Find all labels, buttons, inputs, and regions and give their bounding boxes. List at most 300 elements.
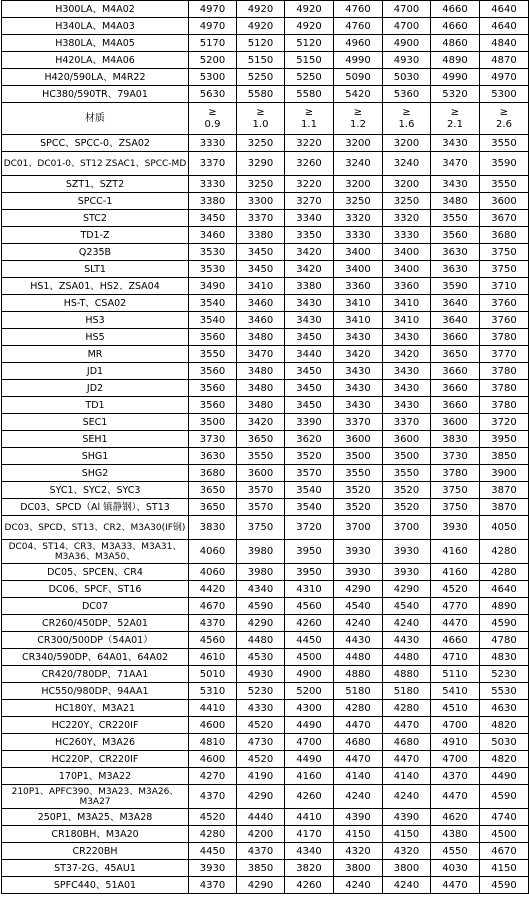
- price-cell: 5090: [334, 69, 383, 86]
- table-row: [2, 649, 529, 666]
- table-row: [2, 1, 529, 18]
- table-row: [2, 809, 529, 826]
- price-cell: 4270: [189, 768, 237, 785]
- price-cell: 4490: [480, 768, 529, 785]
- table-row: [2, 465, 529, 482]
- price-cell: 5530: [480, 683, 529, 700]
- price-cell: 4660: [431, 18, 480, 35]
- price-cell: 3650: [189, 482, 237, 499]
- price-cell: 4920: [237, 18, 285, 35]
- table-row: [2, 135, 529, 152]
- price-table: [1, 0, 529, 894]
- header-thickness: 1.6: [398, 118, 415, 130]
- price-cell: 4520: [431, 581, 480, 598]
- price-cell: 4550: [431, 843, 480, 860]
- price-cell: 5630: [189, 86, 237, 103]
- price-cell: 3450: [285, 329, 334, 346]
- price-cell: 5420: [334, 86, 383, 103]
- price-cell: 3750: [431, 499, 480, 516]
- price-cell: 3430: [383, 380, 431, 397]
- price-cell: 5580: [285, 86, 334, 103]
- table-row: [2, 683, 529, 700]
- price-cell: 4330: [237, 700, 285, 717]
- price-cell: 3380: [285, 278, 334, 295]
- price-cell: 3830: [189, 516, 237, 540]
- material-cell: TD1-Z: [2, 227, 189, 244]
- price-cell: 3590: [480, 152, 529, 176]
- price-cell: 5300: [189, 69, 237, 86]
- price-cell: 3780: [431, 465, 480, 482]
- table-row: [2, 244, 529, 261]
- price-cell: 4810: [189, 734, 237, 751]
- price-cell: 4260: [285, 615, 334, 632]
- price-cell: 4390: [334, 809, 383, 826]
- price-cell: 3870: [480, 482, 529, 499]
- price-cell: 3930: [189, 860, 237, 877]
- price-cell: 4050: [480, 516, 529, 540]
- material-cell: JD1: [2, 363, 189, 380]
- price-cell: 4260: [285, 785, 334, 809]
- header-thickness: 1.1: [301, 118, 317, 130]
- price-cell: 4900: [285, 666, 334, 683]
- price-cell: 3540: [189, 312, 237, 329]
- price-cell: 4930: [237, 666, 285, 683]
- price-cell: 3260: [285, 152, 334, 176]
- header-row: [2, 103, 529, 135]
- price-cell: 3450: [237, 244, 285, 261]
- price-cell: 3930: [431, 516, 480, 540]
- material-cell: DC07: [2, 598, 189, 615]
- table-row: [2, 482, 529, 499]
- price-cell: 3250: [383, 193, 431, 210]
- price-cell: 4870: [480, 52, 529, 69]
- material-cell: SZT1、SZT2: [2, 176, 189, 193]
- price-cell: 3500: [383, 448, 431, 465]
- table-row: [2, 414, 529, 431]
- price-cell: 4660: [431, 632, 480, 649]
- price-cell: 3650: [237, 431, 285, 448]
- price-cell: 3980: [237, 540, 285, 564]
- price-cell: 3550: [480, 135, 529, 152]
- price-cell: 3660: [431, 329, 480, 346]
- price-cell: 3780: [480, 397, 529, 414]
- price-cell: 3200: [334, 135, 383, 152]
- price-cell: 4140: [383, 768, 431, 785]
- material-cell: 250P1、M3A25、M3A28: [2, 809, 189, 826]
- price-cell: 4480: [383, 649, 431, 666]
- price-cell: 3430: [334, 380, 383, 397]
- price-cell: 3570: [285, 465, 334, 482]
- price-cell: 3730: [189, 431, 237, 448]
- price-cell: 4880: [334, 666, 383, 683]
- price-cell: 4840: [480, 35, 529, 52]
- price-cell: 4600: [189, 751, 237, 768]
- price-cell: 4290: [237, 785, 285, 809]
- price-cell: 3200: [383, 176, 431, 193]
- table-row: [2, 564, 529, 581]
- price-cell: 5360: [383, 86, 431, 103]
- table-row: [2, 176, 529, 193]
- material-cell: HS1、ZSA01、HS2、ZSA04: [2, 278, 189, 295]
- table-row: [2, 295, 529, 312]
- table-row: [2, 516, 529, 540]
- material-cell: H420LA、M4A06: [2, 52, 189, 69]
- price-cell: 4600: [189, 717, 237, 734]
- price-cell: 4920: [285, 1, 334, 18]
- price-cell: 3850: [237, 860, 285, 877]
- price-cell: 3370: [383, 414, 431, 431]
- header-col: [383, 103, 431, 135]
- price-cell: 3760: [480, 312, 529, 329]
- material-cell: SLT1: [2, 261, 189, 278]
- price-cell: 5320: [431, 86, 480, 103]
- material-cell: H340LA、M4A03: [2, 18, 189, 35]
- price-cell: 3570: [237, 499, 285, 516]
- material-cell: DC05、SPCEN、CR4: [2, 564, 189, 581]
- price-cell: 3480: [237, 329, 285, 346]
- price-cell: 3570: [237, 482, 285, 499]
- price-cell: 3560: [189, 363, 237, 380]
- price-cell: 3410: [334, 312, 383, 329]
- price-cell: 4530: [237, 649, 285, 666]
- price-cell: 3320: [383, 210, 431, 227]
- price-cell: 3520: [383, 482, 431, 499]
- price-cell: 3650: [431, 346, 480, 363]
- header-thickness: 2.1: [447, 118, 463, 130]
- price-cell: 4410: [189, 700, 237, 717]
- price-cell: 3370: [334, 414, 383, 431]
- price-cell: 4290: [383, 581, 431, 598]
- price-cell: 3330: [383, 227, 431, 244]
- price-cell: 3930: [383, 540, 431, 564]
- price-cell: 3420: [383, 346, 431, 363]
- ge-symbol: ≥: [256, 106, 265, 118]
- price-cell: 4700: [383, 18, 431, 35]
- price-cell: 3390: [285, 414, 334, 431]
- material-cell: SPCC-1: [2, 193, 189, 210]
- price-cell: 3240: [334, 152, 383, 176]
- price-cell: 3950: [480, 431, 529, 448]
- price-cell: 3550: [383, 465, 431, 482]
- price-cell: 3400: [383, 244, 431, 261]
- price-cell: 3670: [480, 210, 529, 227]
- table-row: [2, 363, 529, 380]
- price-cell: 3360: [334, 278, 383, 295]
- table-row: [2, 329, 529, 346]
- price-cell: 3630: [431, 261, 480, 278]
- price-cell: 4340: [285, 843, 334, 860]
- price-cell: 4710: [431, 649, 480, 666]
- price-cell: 3760: [480, 295, 529, 312]
- table-row: [2, 261, 529, 278]
- material-cell: DC03、SPCD、ST13、CR2、M3A30(IF钢): [2, 516, 189, 540]
- price-cell: 4470: [431, 785, 480, 809]
- price-cell: 3800: [334, 860, 383, 877]
- price-cell: 3650: [189, 499, 237, 516]
- price-cell: 4670: [189, 598, 237, 615]
- price-cell: 4490: [285, 717, 334, 734]
- price-cell: 4380: [431, 826, 480, 843]
- price-cell: 3950: [285, 540, 334, 564]
- main-rows: [2, 135, 529, 894]
- price-cell: 3780: [480, 380, 529, 397]
- table-row: [2, 666, 529, 683]
- price-cell: 3430: [334, 397, 383, 414]
- price-cell: 4970: [189, 1, 237, 18]
- price-cell: 3720: [285, 516, 334, 540]
- price-cell: 5010: [189, 666, 237, 683]
- price-cell: 4770: [431, 598, 480, 615]
- price-cell: 4450: [189, 843, 237, 860]
- price-cell: 3820: [285, 860, 334, 877]
- price-cell: 3550: [189, 346, 237, 363]
- price-cell: 4730: [237, 734, 285, 751]
- material-cell: DC06、SPCF、ST16: [2, 581, 189, 598]
- price-cell: 3730: [431, 448, 480, 465]
- price-cell: 4520: [237, 751, 285, 768]
- price-cell: 3680: [480, 227, 529, 244]
- ge-symbol: ≥: [353, 106, 363, 118]
- price-cell: 5300: [480, 86, 529, 103]
- price-cell: 3450: [285, 397, 334, 414]
- price-cell: 3600: [431, 414, 480, 431]
- price-cell: 3660: [431, 397, 480, 414]
- material-cell: SPFC440、51A01: [2, 877, 189, 894]
- price-cell: 3430: [431, 135, 480, 152]
- price-cell: 3460: [237, 295, 285, 312]
- price-cell: 3330: [334, 227, 383, 244]
- price-cell: 4320: [383, 843, 431, 860]
- header-thickness: 2.6: [496, 118, 512, 130]
- material-cell: SPCC、SPCC-0、ZSA02: [2, 135, 189, 152]
- price-cell: 3430: [383, 329, 431, 346]
- price-cell: 3420: [334, 346, 383, 363]
- material-cell: ST37-2G、45AU1: [2, 860, 189, 877]
- table-row: [2, 540, 529, 564]
- price-cell: 4660: [431, 1, 480, 18]
- price-cell: 3660: [431, 380, 480, 397]
- price-cell: 5200: [285, 683, 334, 700]
- price-cell: 4440: [237, 809, 285, 826]
- table-row: [2, 278, 529, 295]
- price-cell: 3410: [383, 312, 431, 329]
- price-cell: 4470: [431, 615, 480, 632]
- price-cell: 3550: [237, 448, 285, 465]
- header-material: 材质: [2, 103, 189, 135]
- price-cell: 4820: [480, 717, 529, 734]
- price-cell: 3430: [285, 295, 334, 312]
- price-cell: 4860: [431, 35, 480, 52]
- price-cell: 3450: [285, 380, 334, 397]
- price-cell: 4370: [237, 843, 285, 860]
- table-row: [2, 210, 529, 227]
- table-row: [2, 431, 529, 448]
- header-col: [237, 103, 285, 135]
- price-cell: 4300: [285, 700, 334, 717]
- price-cell: 4560: [189, 632, 237, 649]
- price-cell: 4680: [383, 734, 431, 751]
- price-cell: 4540: [383, 598, 431, 615]
- price-cell: 5180: [334, 683, 383, 700]
- price-cell: 3380: [237, 227, 285, 244]
- price-cell: 3830: [431, 431, 480, 448]
- price-cell: 4670: [480, 843, 529, 860]
- price-cell: 3370: [189, 152, 237, 176]
- price-cell: 4700: [285, 734, 334, 751]
- price-cell: 4290: [334, 581, 383, 598]
- material-cell: 210P1、APFC390、M3A23、M3A26、M3A27: [2, 785, 189, 809]
- price-cell: 4910: [431, 734, 480, 751]
- price-cell: 3410: [334, 295, 383, 312]
- price-cell: 3290: [237, 152, 285, 176]
- price-cell: 4500: [480, 826, 529, 843]
- price-cell: 3500: [189, 414, 237, 431]
- price-cell: 3300: [237, 193, 285, 210]
- price-cell: 4500: [285, 649, 334, 666]
- price-cell: 5410: [431, 683, 480, 700]
- price-cell: 3550: [480, 176, 529, 193]
- price-cell: 3520: [383, 499, 431, 516]
- price-cell: 3630: [189, 448, 237, 465]
- material-cell: HS5: [2, 329, 189, 346]
- price-cell: 4200: [237, 826, 285, 843]
- price-cell: 5250: [285, 69, 334, 86]
- price-cell: 4320: [334, 843, 383, 860]
- material-cell: SYC1、SYC2、SYC3: [2, 482, 189, 499]
- price-cell: 4760: [334, 1, 383, 18]
- price-cell: 3460: [237, 312, 285, 329]
- price-cell: 4760: [334, 18, 383, 35]
- price-cell: 3600: [480, 193, 529, 210]
- header-thickness: 0.9: [204, 118, 221, 130]
- price-cell: 4510: [431, 700, 480, 717]
- price-cell: 4520: [237, 717, 285, 734]
- material-cell: 170P1、M3A22: [2, 768, 189, 785]
- price-cell: 4470: [383, 717, 431, 734]
- price-cell: 3520: [285, 448, 334, 465]
- price-cell: 4310: [285, 581, 334, 598]
- price-cell: 3750: [480, 244, 529, 261]
- price-cell: 4830: [480, 649, 529, 666]
- material-cell: Q235B: [2, 244, 189, 261]
- price-cell: 3220: [285, 176, 334, 193]
- material-cell: HC220P、CR220IF: [2, 751, 189, 768]
- price-cell: 3450: [285, 363, 334, 380]
- ge-symbol: ≥: [208, 106, 217, 118]
- price-cell: 4920: [285, 18, 334, 35]
- price-cell: 4030: [431, 860, 480, 877]
- table-row: [2, 86, 529, 103]
- table-row: [2, 448, 529, 465]
- price-cell: 3600: [383, 431, 431, 448]
- price-cell: 3770: [480, 346, 529, 363]
- price-cell: 3480: [237, 397, 285, 414]
- price-cell: 3330: [189, 135, 237, 152]
- material-cell: CR420/780DP、71AA1: [2, 666, 189, 683]
- price-cell: 3500: [334, 448, 383, 465]
- price-cell: 4060: [189, 540, 237, 564]
- price-cell: 3200: [383, 135, 431, 152]
- price-cell: 3370: [237, 210, 285, 227]
- price-cell: 3430: [334, 363, 383, 380]
- table-row: [2, 18, 529, 35]
- price-cell: 4890: [480, 598, 529, 615]
- price-cell: 5230: [480, 666, 529, 683]
- price-cell: 4280: [480, 540, 529, 564]
- material-cell: STC2: [2, 210, 189, 227]
- material-cell: SEC1: [2, 414, 189, 431]
- table-row: [2, 877, 529, 894]
- price-cell: 3750: [237, 516, 285, 540]
- price-cell: 4420: [189, 581, 237, 598]
- price-cell: 3540: [189, 295, 237, 312]
- price-cell: 4240: [383, 877, 431, 894]
- material-cell: TD1: [2, 397, 189, 414]
- price-cell: 3470: [431, 152, 480, 176]
- price-cell: 3330: [189, 176, 237, 193]
- price-cell: 3490: [189, 278, 237, 295]
- price-cell: 3270: [285, 193, 334, 210]
- price-cell: 3660: [431, 363, 480, 380]
- price-cell: 4240: [334, 877, 383, 894]
- price-cell: 4590: [237, 598, 285, 615]
- header-thickness: 1.0: [252, 118, 269, 130]
- price-cell: 3870: [480, 499, 529, 516]
- top-rows: [2, 1, 529, 103]
- price-cell: 4160: [431, 564, 480, 581]
- ge-symbol: ≥: [304, 106, 314, 118]
- price-cell: 4160: [431, 540, 480, 564]
- price-cell: 4480: [237, 632, 285, 649]
- price-cell: 3430: [285, 312, 334, 329]
- material-cell: MR: [2, 346, 189, 363]
- price-cell: 4170: [285, 826, 334, 843]
- price-cell: 3590: [431, 278, 480, 295]
- price-cell: 4590: [480, 615, 529, 632]
- price-cell: 5110: [431, 666, 480, 683]
- price-cell: 4990: [431, 69, 480, 86]
- table-row: [2, 768, 529, 785]
- price-cell: 3340: [285, 210, 334, 227]
- price-cell: 3460: [189, 227, 237, 244]
- table-row: [2, 751, 529, 768]
- price-cell: 3560: [189, 380, 237, 397]
- price-cell: 3480: [237, 363, 285, 380]
- price-cell: 3850: [480, 448, 529, 465]
- price-cell: 3250: [237, 176, 285, 193]
- material-cell: CR220BH: [2, 843, 189, 860]
- price-cell: 3980: [237, 564, 285, 581]
- price-cell: 5030: [383, 69, 431, 86]
- table-row: [2, 52, 529, 69]
- price-cell: 4290: [237, 877, 285, 894]
- price-cell: 4560: [285, 598, 334, 615]
- price-cell: 4620: [431, 809, 480, 826]
- price-cell: 4630: [480, 700, 529, 717]
- price-cell: 3350: [285, 227, 334, 244]
- price-cell: 3520: [334, 499, 383, 516]
- price-cell: 4160: [285, 768, 334, 785]
- price-cell: 3540: [285, 482, 334, 499]
- price-cell: 3530: [189, 261, 237, 278]
- price-cell: 3200: [334, 176, 383, 193]
- material-cell: DC04、ST14、CR3、M3A33、M3A31、M3A36、M3A50、: [2, 540, 189, 564]
- material-cell: SHG2: [2, 465, 189, 482]
- price-cell: 4470: [334, 751, 383, 768]
- header-col: [431, 103, 480, 135]
- price-cell: 4900: [383, 35, 431, 52]
- price-cell: 4740: [480, 809, 529, 826]
